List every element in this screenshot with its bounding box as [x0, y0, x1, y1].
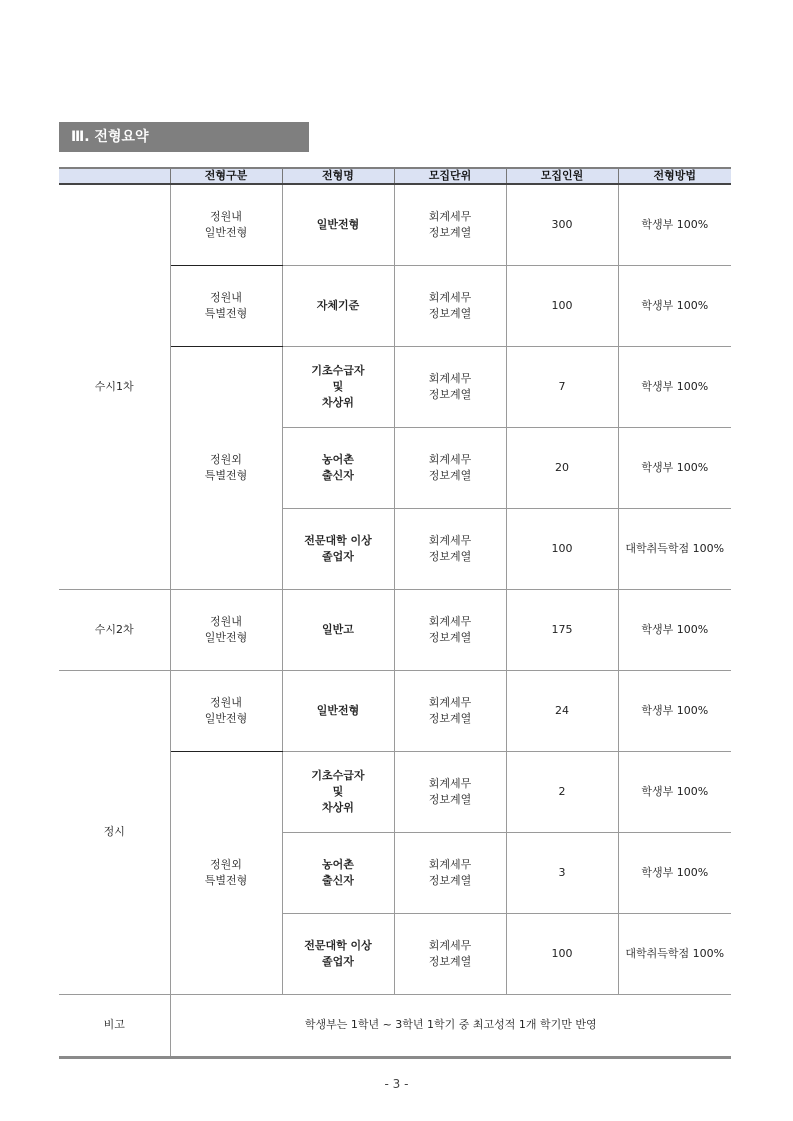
header-name: 전형명: [282, 168, 394, 184]
recruit-unit: 회계세무 정보계열: [394, 427, 506, 508]
admission-name: 전문대학 이상 졸업자: [282, 913, 394, 994]
recruit-unit: 회계세무 정보계열: [394, 913, 506, 994]
subcategory-label: 정원외 특별전형: [170, 751, 282, 994]
note-label: 비고: [59, 994, 170, 1057]
admission-name: 농어촌 출신자: [282, 832, 394, 913]
admission-name: 일반고: [282, 589, 394, 670]
selection-method: 학생부 100%: [618, 265, 731, 346]
recruit-count: 100: [506, 508, 618, 589]
subcategory-label: 정원내 특별전형: [170, 265, 282, 346]
table-row: [59, 589, 731, 670]
group-label: 정시: [59, 670, 170, 994]
recruit-count: 3: [506, 832, 618, 913]
header-category: 전형구분: [170, 168, 282, 184]
note-text: 학생부는 1학년 ~ 3학년 1학기 중 최고성적 1개 학기만 반영: [170, 994, 731, 1057]
selection-method: 학생부 100%: [618, 589, 731, 670]
subcategory-label: 정원내 일반전형: [170, 184, 282, 265]
recruit-unit: 회계세무 정보계열: [394, 670, 506, 751]
subcategory-label: 정원외 특별전형: [170, 346, 282, 589]
header-method: 전형방법: [618, 168, 731, 184]
section-title: Ⅲ. 전형요약: [59, 122, 309, 152]
recruit-count: 100: [506, 913, 618, 994]
selection-method: 학생부 100%: [618, 751, 731, 832]
selection-method: 대학취득학점 100%: [618, 508, 731, 589]
header-count: 모집인원: [506, 168, 618, 184]
recruit-unit: 회계세무 정보계열: [394, 832, 506, 913]
selection-method: 학생부 100%: [618, 346, 731, 427]
admission-name: 일반전형: [282, 670, 394, 751]
recruit-unit: 회계세무 정보계열: [394, 184, 506, 265]
admission-name: 농어촌 출신자: [282, 427, 394, 508]
admission-name: 기초수급자 및 차상위: [282, 751, 394, 832]
table-row: [59, 184, 731, 265]
admission-name: 자체기준: [282, 265, 394, 346]
recruit-count: 175: [506, 589, 618, 670]
admission-summary-table: [59, 167, 731, 1059]
group-label: 수시1차: [59, 184, 170, 589]
recruit-count: 300: [506, 184, 618, 265]
admission-name: 전문대학 이상 졸업자: [282, 508, 394, 589]
selection-method: 학생부 100%: [618, 670, 731, 751]
subcategory-label: 정원내 일반전형: [170, 589, 282, 670]
recruit-unit: 회계세무 정보계열: [394, 346, 506, 427]
recruit-count: 20: [506, 427, 618, 508]
selection-method: 학생부 100%: [618, 184, 731, 265]
selection-method: 대학취득학점 100%: [618, 913, 731, 994]
selection-method: 학생부 100%: [618, 427, 731, 508]
admission-name: 일반전형: [282, 184, 394, 265]
recruit-unit: 회계세무 정보계열: [394, 589, 506, 670]
subcategory-label: 정원내 일반전형: [170, 670, 282, 751]
recruit-count: 100: [506, 265, 618, 346]
admission-name: 기초수급자 및 차상위: [282, 346, 394, 427]
recruit-count: 24: [506, 670, 618, 751]
note-row: [59, 994, 731, 1057]
page-number: - 3 -: [384, 1077, 409, 1091]
recruit-unit: 회계세무 정보계열: [394, 265, 506, 346]
table-row: [59, 670, 731, 751]
group-label: 수시2차: [59, 589, 170, 670]
table-header-row: [59, 168, 731, 184]
recruit-count: 7: [506, 346, 618, 427]
header-blank: [59, 168, 170, 184]
selection-method: 학생부 100%: [618, 832, 731, 913]
recruit-unit: 회계세무 정보계열: [394, 751, 506, 832]
recruit-unit: 회계세무 정보계열: [394, 508, 506, 589]
header-unit: 모집단위: [394, 168, 506, 184]
recruit-count: 2: [506, 751, 618, 832]
